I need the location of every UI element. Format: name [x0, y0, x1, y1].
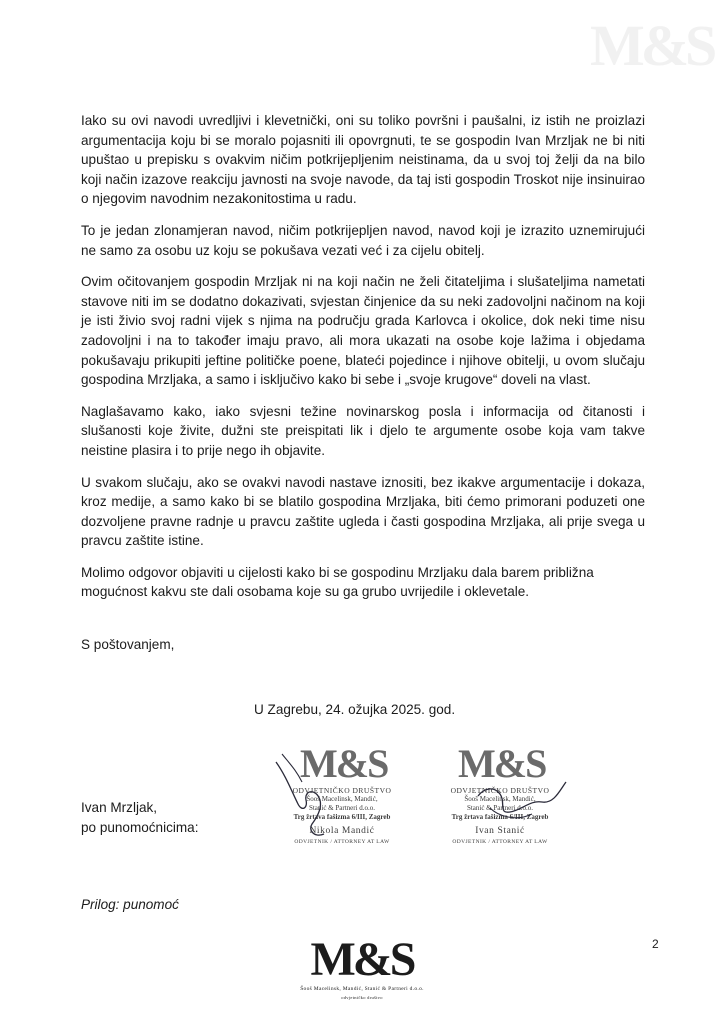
closing-salutation: S poštovanjem,	[81, 637, 175, 652]
signer-name: Ivan Mrzljak,	[81, 800, 158, 815]
page-number: 2	[652, 937, 659, 951]
stamp-line: Šooš Macelinsk, Mandić,	[306, 795, 378, 803]
stamp-attorney-title: ODVJETNIK / ATTORNEY AT LAW	[294, 839, 390, 845]
watermark-logo: M&S	[590, 13, 714, 78]
attorney-stamp	[262, 742, 422, 858]
stamp-logo: M&S	[300, 741, 388, 786]
stamp-line: ODVJETNIČKO DRUŠTVO	[450, 786, 550, 795]
footer-firm-name: Šooš Macelinsk, Mandić, Stanić & Partneri d.o.o.	[300, 986, 424, 992]
stamp-address: Trg žrtava fašizma 6/III, Zagreb	[293, 813, 391, 821]
stamp-line: Stanić & Partneri d.o.o.	[466, 804, 534, 812]
stamp-attorney-title: ODVJETNIK / ATTORNEY AT LAW	[452, 839, 548, 845]
paragraph: U svakom slučaju, ako se ovakvi navodi nastave iznositi, bez ikakve argumentacije i dokaza, kroz medije, a samo kako bi se blatilo gospodina Mrzljaka, biti ćemo primorani poduzeti one dozvoljene pravne radnje u pravcu zaštite ugleda i časti gospodina Mrzljaka, ali prije svega u pravcu zaštite istine.	[81, 474, 645, 549]
handwritten-signature	[262, 742, 422, 858]
paragraph: Iako su ovi navodi uvredljivi i klevetnički, oni su toliko površni i paušalni, iz istih ne proizlazi argumentacija koju bi se moralo pojasniti ili opovrgnuti, te se gospodin Ivan Mrzljak ne bi niti upuštao u prepisku s ovakvim ničim potkrijepljenim neistinama, da u svoj toj želji da na bilo koji način izazove reakciju javnosti na svoje navode, da taj isti gospodin Troskot nije insinuirao o njegovim navodnim nezakonitostima u radu.	[81, 113, 645, 207]
handwritten-signature	[420, 742, 580, 858]
stamp-address: Trg žrtava fašizma 6/III, Zagreb	[451, 813, 549, 821]
stamp-attorney-name: Nikola Mandić	[309, 826, 375, 836]
signer-role: po punomoćnicima:	[81, 819, 199, 835]
stamp-line: Šooš Macelinsk, Mandić,	[464, 795, 536, 803]
letter-body	[81, 111, 645, 614]
attachment-note: Prilog: punomoć	[81, 897, 179, 912]
paragraph: Ovim očitovanjem gospodin Mrzljak ni na koji način ne želi čitateljima i slušateljima nametati stavove niti im se dodatno dokazivati, svjestan činjenice da su neki zadovoljni načinom na koji je isti živio svoj radni vijek s njima na području grada Karlovca i okolice, dok neki time nisu zadovoljni i na to također imaju pravo, ali mora ukazati na osobe koje lažima i objedama pokušavaju prikupiti jeftine političke poene, blateći pojedince i njihove obitelji, u ovom slučaju gospodina Mrzljaka, a samo i isključivo kako bi sebe i „svoje krugove“ doveli na vlast.	[81, 274, 645, 388]
place-and-date: U Zagrebu, 24. ožujka 2025. god.	[254, 702, 456, 717]
paragraph: To je jedan zlonamjeran navod, ničim potkrijepljen navod, navod koji je izrazito uznemirujući ne samo za osobu uz koju se pokušava vezati već i za cijelu obitelj.	[81, 222, 645, 258]
footer-logo	[272, 933, 452, 1016]
paragraph: Naglašavamo kako, iako svjesni težine novinarskog posla i informacija od čitanosti i slušanosti koje živite, dužni ste preispitati lik i djelo te argumente osobe koja vam takve neistine plasira i to prije nego ih objavite.	[81, 403, 645, 458]
footer-firm-type: odvjetničko društvo	[341, 995, 383, 1000]
signer-block	[81, 798, 198, 837]
stamp-line: ODVJETNIČKO DRUŠTVO	[292, 786, 392, 795]
stamp-logo: M&S	[458, 741, 546, 786]
stamp-line: Stanić & Partneri d.o.o.	[308, 804, 376, 812]
attorney-stamp	[420, 742, 580, 858]
paragraph: Molimo odgovor objaviti u cijelosti kako bi se gospodinu Mrzljaku dala barem približna mogućnost kakvu ste dali osobama koje su ga grubo uvrijedile i oklevetale.	[81, 564, 594, 600]
footer-monogram: M&S	[310, 933, 414, 986]
stamp-attorney-name: Ivan Stanić	[475, 826, 525, 836]
